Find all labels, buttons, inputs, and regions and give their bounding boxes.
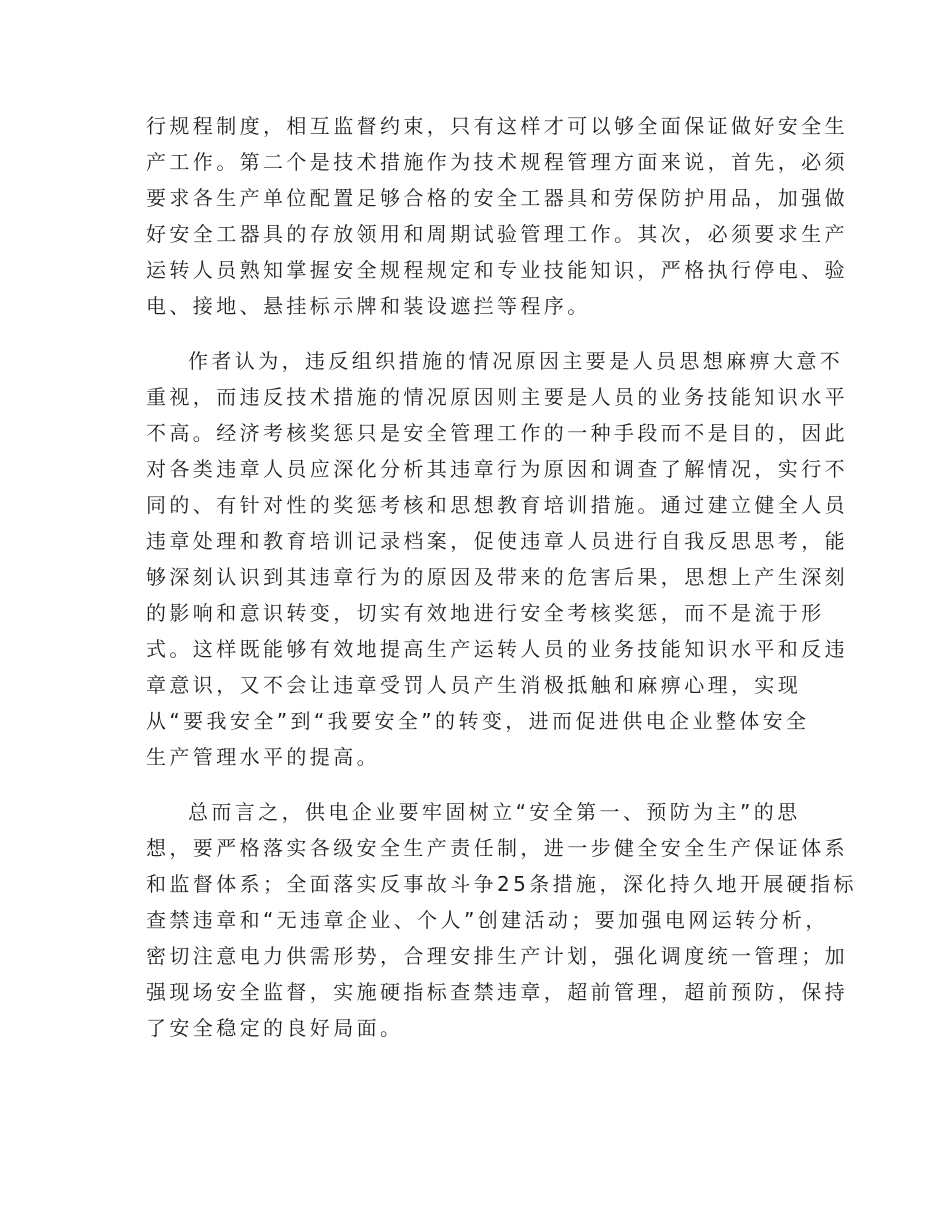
text-line: 了安全稳定的良好局面。 [146,1016,404,1040]
text-line: 密切注意电力供需形势，合理安排生产计划，强化调度统一管理；加 [146,944,848,968]
text-line: 想，要严格落实各级安全生产责任制，进一步健全安全生产保证体系 [146,836,848,860]
text-line: 从“要我安全”到“我要安全”的转变，进而促进供电企业整体安全 [146,709,810,733]
text-line: 行规程制度，相互监督约束，只有这样才可以够全面保证做好安全生 [146,114,848,138]
text-line: 够深刻认识到其违章行为的原因及带来的危害后果，思想上产生深刻 [146,565,848,589]
paragraph-3 [146,794,857,1046]
text-line: 总而言之，供电企业要牢固树立“安全第一、预防为主”的思 [188,800,801,824]
text-line: 强现场安全监督，实施硬指标查禁违章，超前管理，超前预防，保持 [146,980,848,1004]
text-line: 不高。经济考核奖惩只是安全管理工作的一种手段而不是目的，因此 [146,421,848,445]
text-line: 式。这样既能够有效地提高生产运转人员的业务技能知识水平和反违 [146,637,848,661]
paragraph-1 [146,108,848,324]
text-line: 对各类违章人员应深化分析其违章行为原因和调查了解情况，实行不 [146,457,848,481]
text-line: 作者认为，违反组织措施的情况原因主要是人员思想麻痹大意不 [188,349,844,373]
text-line: 章意识，又不会让违章受罚人员产生消极抵触和麻痹心理，实现 [146,673,802,697]
text-line: 产工作。第二个是技术措施作为技术规程管理方面来说，首先，必须 [146,150,848,174]
text-line: 同的、有针对性的奖惩考核和思想教育培训措施。通过建立健全人员 [146,493,848,517]
text-line: 和监督体系；全面落实反事故斗争25条措施，深化持久地开展硬指标 [146,872,857,896]
paragraph-2 [146,343,848,775]
text-line: 要求各生产单位配置足够合格的安全工器具和劳保防护用品，加强做 [146,186,848,210]
text-line: 生产管理水平的提高。 [146,745,380,769]
text-line: 的影响和意识转变，切实有效地进行安全考核奖惩，而不是流于形 [146,601,825,625]
text-line: 查禁违章和“无违章企业、个人”创建活动；要加强电网运转分析， [146,908,829,932]
text-line: 电、接地、悬挂标示牌和装设遮拦等程序。 [146,294,591,318]
text-line: 违章处理和教育培训记录档案，促使违章人员进行自我反思思考，能 [146,529,848,553]
text-line: 好安全工器具的存放领用和周期试验管理工作。其次，必须要求生产 [146,222,848,246]
text-line: 运转人员熟知掌握安全规程规定和专业技能知识，严格执行停电、验 [146,258,848,282]
text-line: 重视，而违反技术措施的情况原因则主要是人员的业务技能知识水平 [146,385,848,409]
